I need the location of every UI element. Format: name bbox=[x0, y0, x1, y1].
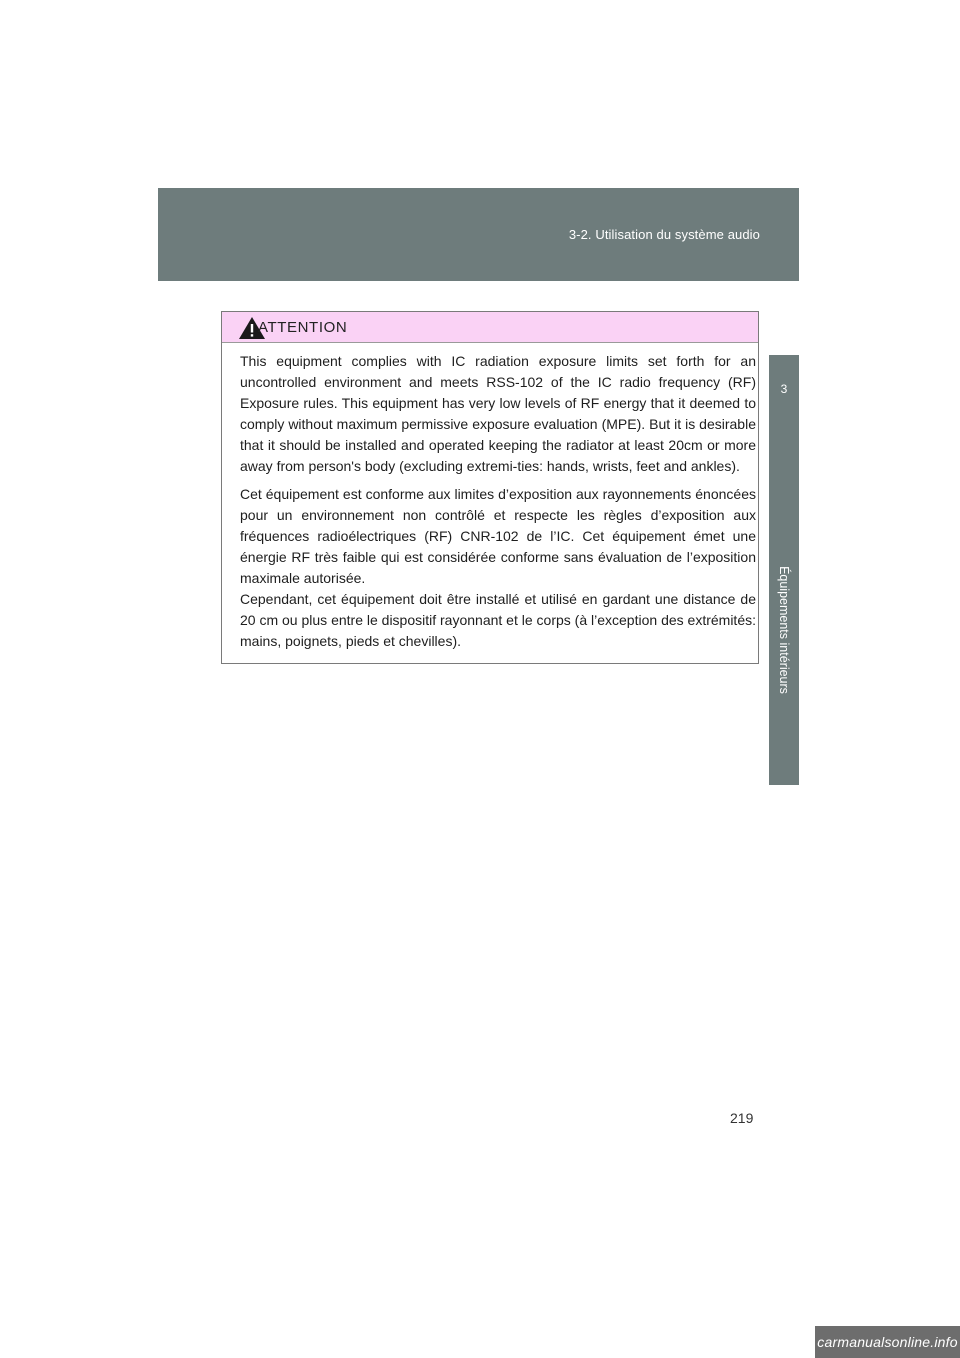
page-number: 219 bbox=[730, 1110, 754, 1126]
warning-paragraph-french-1: Cet équipement est conforme aux limites d’exposition aux rayonnements énoncées pour un environnement non contrôlé et respecte les règles d’exposition aux fréquences radioélectriques (RF) CNR-102 de l’IC. Cet équipement émet une énergie RF très faible qui est considérée conforme sans évaluation de l’exposition maximale autorisée. bbox=[240, 486, 756, 587]
watermark: carmanualsonline.info bbox=[815, 1326, 960, 1358]
section-title: 3-2. Utilisation du système audio bbox=[568, 227, 760, 242]
chapter-tab bbox=[769, 355, 799, 785]
warning-paragraph-english: This equipment complies with IC radiation exposure limits set forth for an uncontrolled environment and meets RSS-102 of the IC radio frequency (RF) Exposure rules. This equipment has very low levels of RF energy that it deemed to comply without maximum permissive exposure evaluation (MPE). But it is desirable that it should be installed and operated keeping the radiator at least 20cm or more away from person's body (excluding extremi-ties: hands, wrists, feet and ankles). bbox=[240, 353, 756, 474]
header-band bbox=[158, 188, 799, 281]
warning-header bbox=[222, 312, 758, 343]
chapter-number: 3 bbox=[780, 382, 788, 396]
warning-title: ATTENTION bbox=[258, 319, 348, 336]
warning-paragraph-french-2: Cependant, cet équipement doit être installé et utilisé en gardant une distance de 20 cm ou plus entre le dispositif rayonnant et le corps (à l’exception des extrémités: mains, poignets, pieds et chevilles). bbox=[240, 590, 756, 649]
warning-body bbox=[240, 351, 756, 652]
chapter-label: Équipements intérieurs bbox=[777, 566, 791, 694]
warning-box bbox=[221, 311, 759, 664]
